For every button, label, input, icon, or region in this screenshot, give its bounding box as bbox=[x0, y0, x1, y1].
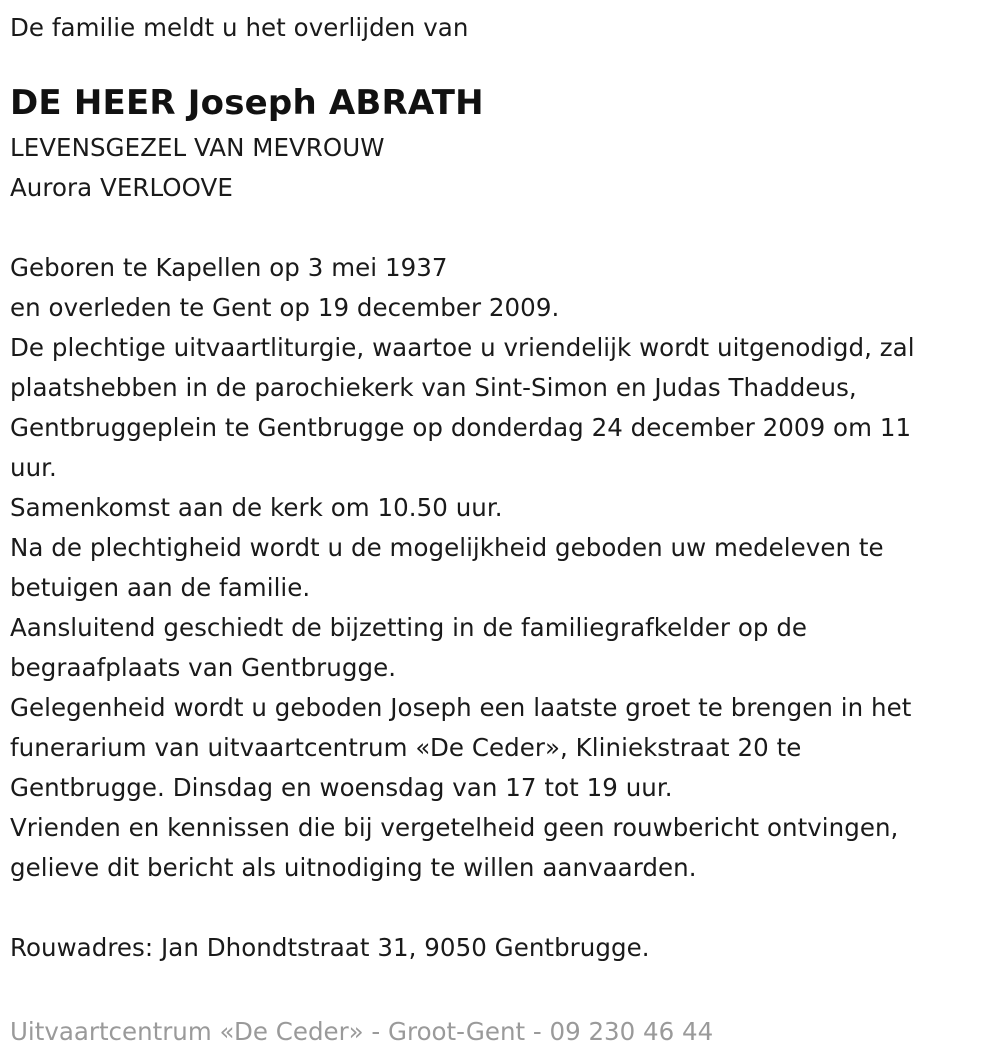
intro-text: De familie meldt u het overlijden van bbox=[10, 13, 469, 42]
body-line: Vrienden en kennissen die bij vergetelheid geen rouwbericht ontvingen, bbox=[10, 813, 899, 842]
mourning-address: Rouwadres: Jan Dhondtstraat 31, 9050 Gentbrugge. bbox=[10, 933, 650, 962]
funeral-home-footer: Uitvaartcentrum «De Ceder» - Groot-Gent - 09 230 46 44 bbox=[10, 1017, 714, 1046]
body-line: Gelegenheid wordt u geboden Joseph een laatste groet te brengen in het bbox=[10, 693, 912, 722]
body-line: Geboren te Kapellen op 3 mei 1937 bbox=[10, 253, 448, 282]
body-line: Gentbruggeplein te Gentbrugge op donderdag 24 december 2009 om 11 bbox=[10, 413, 912, 442]
body-line: De plechtige uitvaartliturgie, waartoe u vriendelijk wordt uitgenodigd, zal bbox=[10, 333, 915, 362]
body-line: Aansluitend geschiedt de bijzetting in de familiegrafkelder op de bbox=[10, 613, 808, 642]
notice-body bbox=[10, 248, 995, 888]
spacer bbox=[10, 888, 995, 928]
body-line: plaatshebben in de parochiekerk van Sint-Simon en Judas Thaddeus, bbox=[10, 373, 857, 402]
death-notice bbox=[10, 8, 995, 968]
body-line: funerarium van uitvaartcentrum «De Ceder», Kliniekstraat 20 te bbox=[10, 733, 802, 762]
spacer bbox=[10, 208, 995, 248]
body-line: Na de plechtigheid wordt u de mogelijkheid geboden uw medeleven te bbox=[10, 533, 884, 562]
body-line: uur. bbox=[10, 453, 57, 482]
body-line: Samenkomst aan de kerk om 10.50 uur. bbox=[10, 493, 503, 522]
body-line: betuigen aan de familie. bbox=[10, 573, 311, 602]
body-line: begraafplaats van Gentbrugge. bbox=[10, 653, 397, 682]
body-line: gelieve dit bericht als uitnodiging te willen aanvaarden. bbox=[10, 853, 697, 882]
body-line: Gentbrugge. Dinsdag en woensdag van 17 tot 19 uur. bbox=[10, 773, 673, 802]
body-line: en overleden te Gent op 19 december 2009. bbox=[10, 293, 560, 322]
deceased-name: DE HEER Joseph ABRATH bbox=[10, 83, 484, 123]
partner-title: LEVENSGEZEL VAN MEVROUW bbox=[10, 133, 385, 162]
partner-name: Aurora VERLOOVE bbox=[10, 173, 233, 202]
